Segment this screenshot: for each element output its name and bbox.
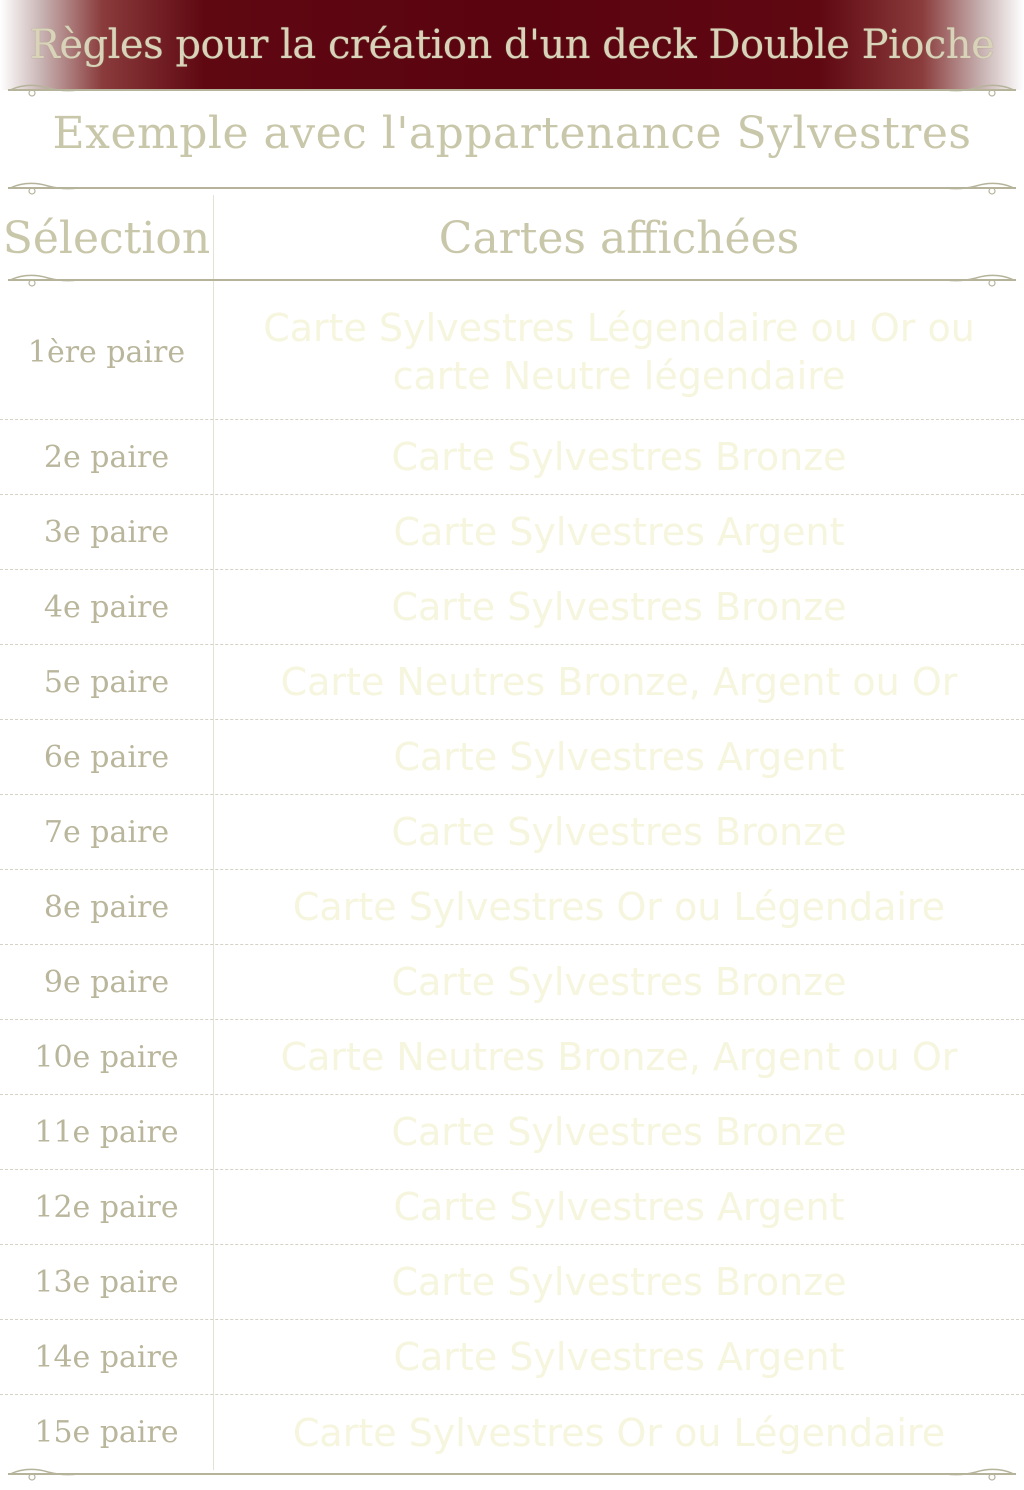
page-title: Règles pour la création d'un deck Double Pioche <box>29 22 995 68</box>
selection-cell: 7e paire <box>43 814 170 850</box>
table-row <box>0 870 1024 945</box>
selection-cell: 6e paire <box>43 739 170 775</box>
header-selection: Sélection <box>2 213 211 264</box>
selection-cell: 8e paire <box>43 889 170 925</box>
table-row <box>0 720 1024 795</box>
cards-cell: Carte Neutres Bronze, Argent ou Or <box>280 1035 958 1079</box>
cards-cell: Carte Sylvestres Argent <box>393 735 845 779</box>
table-row <box>0 1320 1024 1395</box>
ornament-divider-subtitle <box>8 180 1016 196</box>
table-row <box>0 570 1024 645</box>
cards-cell: Carte Sylvestres Bronze <box>391 960 847 1004</box>
table-row <box>0 495 1024 570</box>
selection-cell: 14e paire <box>34 1339 179 1375</box>
table-row <box>0 645 1024 720</box>
title-banner <box>0 0 1024 90</box>
table-row <box>0 1170 1024 1245</box>
selection-cell: 10e paire <box>34 1039 179 1075</box>
table-body <box>0 285 1024 1470</box>
table-row <box>0 285 1024 420</box>
table-row <box>0 1245 1024 1320</box>
cards-cell: Carte Sylvestres Légendaire ou Or ou carte Neutre légendaire <box>263 306 975 398</box>
cards-cell: Carte Neutres Bronze, Argent ou Or <box>280 660 958 704</box>
cards-cell: Carte Sylvestres Or ou Légendaire <box>292 885 946 929</box>
cards-cell: Carte Sylvestres Bronze <box>391 435 847 479</box>
cards-cell: Carte Sylvestres Bronze <box>391 585 847 629</box>
selection-cell: 13e paire <box>34 1264 179 1300</box>
cards-cell: Carte Sylvestres Or ou Légendaire <box>292 1410 946 1455</box>
cards-cell: Carte Sylvestres Argent <box>393 1185 845 1229</box>
table-row <box>0 1095 1024 1170</box>
selection-cell: 5e paire <box>43 664 170 700</box>
table-header <box>0 195 1024 280</box>
selection-cell: 4e paire <box>43 589 170 625</box>
cards-cell: Carte Sylvestres Bronze <box>391 1110 847 1154</box>
selection-cell: 9e paire <box>43 964 170 1000</box>
table-row <box>0 1020 1024 1095</box>
ornament-divider-bottom <box>8 1466 1016 1482</box>
cards-cell: Carte Sylvestres Argent <box>393 510 845 554</box>
selection-cell: 11e paire <box>34 1114 179 1150</box>
table-row <box>0 945 1024 1020</box>
subtitle: Exemple avec l'appartenance Sylvestres <box>52 108 972 159</box>
selection-cell: 2e paire <box>43 439 170 475</box>
cards-cell: Carte Sylvestres Bronze <box>391 810 847 854</box>
selection-cell: 12e paire <box>34 1189 179 1225</box>
table-row <box>0 420 1024 495</box>
ornament-divider-top <box>8 82 1016 98</box>
cards-cell: Carte Sylvestres Bronze <box>391 1260 847 1304</box>
table-row <box>0 1395 1024 1470</box>
selection-cell: 3e paire <box>43 514 170 550</box>
cards-cell: Carte Sylvestres Argent <box>393 1335 845 1379</box>
header-cards: Cartes affichées <box>438 213 800 264</box>
selection-cell: 1ère paire <box>27 334 186 370</box>
selection-cell: 15e paire <box>34 1415 179 1450</box>
table-row <box>0 795 1024 870</box>
